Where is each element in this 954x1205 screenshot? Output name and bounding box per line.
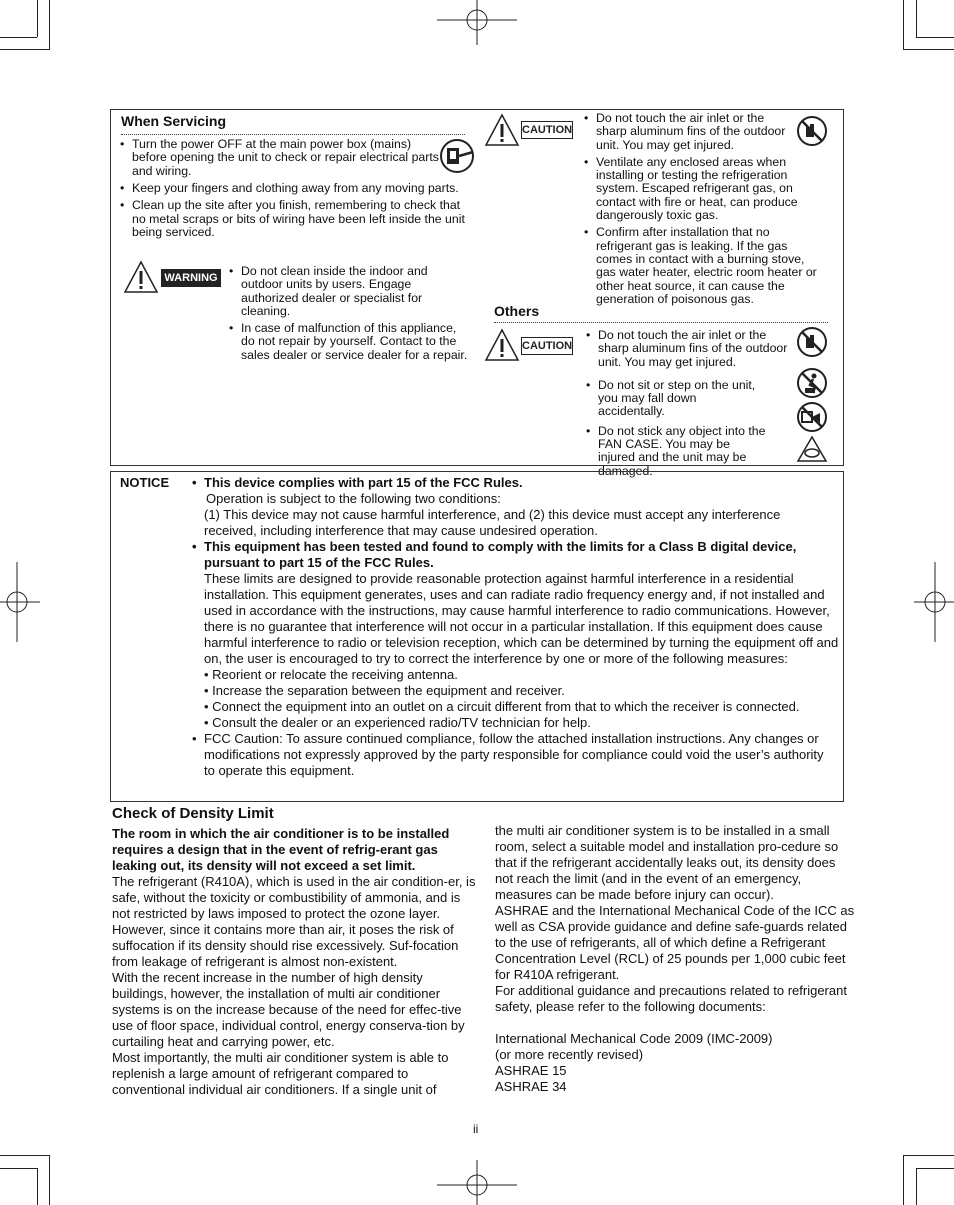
list-item: • Confirm after installation that no refrigerant gas is leaking. If the gas comes in contact with a burning stove, gas water heater, electric room heater or other heat source, it can cause the generation of poisonous gas. xyxy=(584,226,824,306)
density-left-p2: With the recent increase in the number of high density buildings, however, the installation of multi air conditioner systems is on the increase because of the need for effec-tive use of floor space, individual control, energy conserva-tion by curtailing heat and carrying power, etc. xyxy=(112,970,465,1049)
warning-triangle-icon xyxy=(123,260,159,294)
no-insert-icon xyxy=(796,401,828,433)
servicing-list-2 xyxy=(120,182,465,243)
density-intro: The room in which the air conditioner is to be installed requires a design that in the event of refrig-erant gas leaking out, its density will not exceed a set limit. xyxy=(112,826,450,873)
reference-item: (or more recently revised) xyxy=(495,1047,644,1062)
bullet: • xyxy=(192,539,197,554)
list-item: • Keep your fingers and clothing away from any moving parts. xyxy=(120,182,465,195)
caution-triangle-icon xyxy=(484,328,520,362)
bullet: • xyxy=(192,475,197,490)
reference-item: ASHRAE 34 xyxy=(495,1079,567,1094)
list-item: • Turn the power OFF at the main power box (mains) before opening the unit to check or repair electrical parts and wiring. xyxy=(120,138,442,178)
measure-item: • Increase the separation between the equipment and receiver. xyxy=(204,683,565,698)
notice-body xyxy=(190,475,842,779)
caution-label: CAUTION xyxy=(521,121,573,139)
fan-hazard-icon xyxy=(796,435,828,463)
density-right-p3: For additional guidance and precautions related to refrigerant safety, please refer to the following documents: xyxy=(495,983,847,1014)
power-off-icon xyxy=(439,138,475,174)
list-item: • Do not touch the air inlet or the sharp aluminum fins of the outdoor unit. You may get injured. xyxy=(586,329,794,369)
list-item: • Do not stick any object into the FAN CASE. You may be injured and the unit may be damaged. xyxy=(586,425,768,478)
density-title: Check of Density Limit xyxy=(112,805,274,822)
caution-list xyxy=(584,112,824,310)
density-left-p1: The refrigerant (R410A), which is used in the air condition-er, is safe, without the toxicity or combustibility of ammonia, and is not restricted by laws imposed to protect the ozone layer. However, since it contains more than air, it poses the risk of suffocation if its density should rise excessively. Suf-focation from leakage of refrigerant is almost non-existent. xyxy=(112,874,476,969)
density-right-column xyxy=(495,823,859,1095)
density-right-p1: the multi air conditioner system is to be installed in a small room, select a suitable model and installation pro-cedure so that if the refrigerant accidentally leaks out, its density does not reach the limit (and in the event of an emergency, measures can be made before injury can occur). xyxy=(495,823,839,902)
bullet: • xyxy=(192,731,197,746)
reference-item: ASHRAE 15 xyxy=(495,1063,567,1078)
notice-p2-heading: This equipment has been tested and found to comply with the limits for a Class B digital device, pursuant to part 15 of the FCC Rules. xyxy=(204,539,797,570)
list-item: • In case of malfunction of this appliance, do not repair by yourself. Contact to the sales dealer or service dealer for a repair. xyxy=(229,322,469,362)
notice-label: NOTICE xyxy=(120,475,170,490)
notice-p3: FCC Caution: To assure continued compliance, follow the attached installation instructions. Any changes or modifications not expressly approved by the party responsible for compliance could void the user’s authority to operate this equipment. xyxy=(204,731,824,778)
density-right-p2: ASHRAE and the International Mechanical Code of the ICC as well as CSA provide guidance and define safe-guards related to the use of refrigerants, all of which define a Refrigerant Concentration Level (RCL) of 25 pounds per 1,000 cubic feet for R410A refrigerant. xyxy=(495,903,855,982)
notice-p1-line2: Operation is subject to the following two conditions: xyxy=(206,491,501,506)
notice-p2-text: These limits are designed to provide reasonable protection against harmful interference in a residential installation. This equipment generates, uses and can radiate radio frequency energy and, if not installed and used in accordance with the instructions, may cause harmful interference to radio communications. However, there is no guarantee that interference will not occur in a particular installation. If this equipment does cause harmful interference to radio or television reception, which can be determined by turning the equipment off and on, the user is encouraged to try to correct the interference by one or more of the following measures: xyxy=(204,571,839,666)
measure-item: • Reorient or relocate the receiving antenna. xyxy=(204,667,458,682)
list-item: • Do not clean inside the indoor and outdoor units by users. Engage authorized dealer or specialist for cleaning. xyxy=(229,265,469,318)
measure-item: • Consult the dealer or an experienced radio/TV technician for help. xyxy=(204,715,591,730)
density-left-column xyxy=(112,826,478,1098)
list-item: • Ventilate any enclosed areas when installing or testing the refrigeration system. Escaped refrigerant gas, on contact with fire or heat, can produce dangerously toxic gas. xyxy=(584,156,824,222)
notice-p1-heading: This device complies with part 15 of the FCC Rules. xyxy=(204,475,523,490)
servicing-divider xyxy=(121,134,465,135)
no-touch-icon xyxy=(796,115,828,147)
list-item: • Do not touch the air inlet or the sharp aluminum fins of the outdoor unit. You may get injured. xyxy=(584,112,796,152)
warning-list xyxy=(229,265,469,366)
list-item: • Clean up the site after you finish, remembering to check that no metal scraps or bits of wiring have been left inside the unit being serviced. xyxy=(120,199,465,239)
list-item: • Do not sit or step on the unit, you may fall down accidentally. xyxy=(586,379,763,419)
caution-label: CAUTION xyxy=(521,337,573,355)
density-left-p3: Most importantly, the multi air conditioner system is able to replenish a large amount of refrigerant compared to conventional individual air conditioners. If a single unit of xyxy=(112,1050,449,1097)
others-list-1 xyxy=(584,329,794,482)
warning-label: WARNING xyxy=(161,269,221,287)
caution-triangle-icon xyxy=(484,113,520,147)
others-divider xyxy=(494,322,828,323)
notice-p1-line3: (1) This device may not cause harmful interference, and (2) this device must accept any interference received, including interference that may cause undesired operation. xyxy=(204,507,781,538)
reference-item: International Mechanical Code 2009 (IMC-2009) xyxy=(495,1031,773,1046)
others-title: Others xyxy=(494,303,540,319)
no-touch-icon xyxy=(796,326,828,358)
measure-item: • Connect the equipment into an outlet on a circuit different from that to which the receiver is connected. xyxy=(204,699,800,714)
servicing-title: When Servicing xyxy=(121,113,227,129)
no-step-icon xyxy=(796,367,828,399)
page-number: ii xyxy=(473,1122,479,1136)
servicing-list xyxy=(120,138,442,182)
